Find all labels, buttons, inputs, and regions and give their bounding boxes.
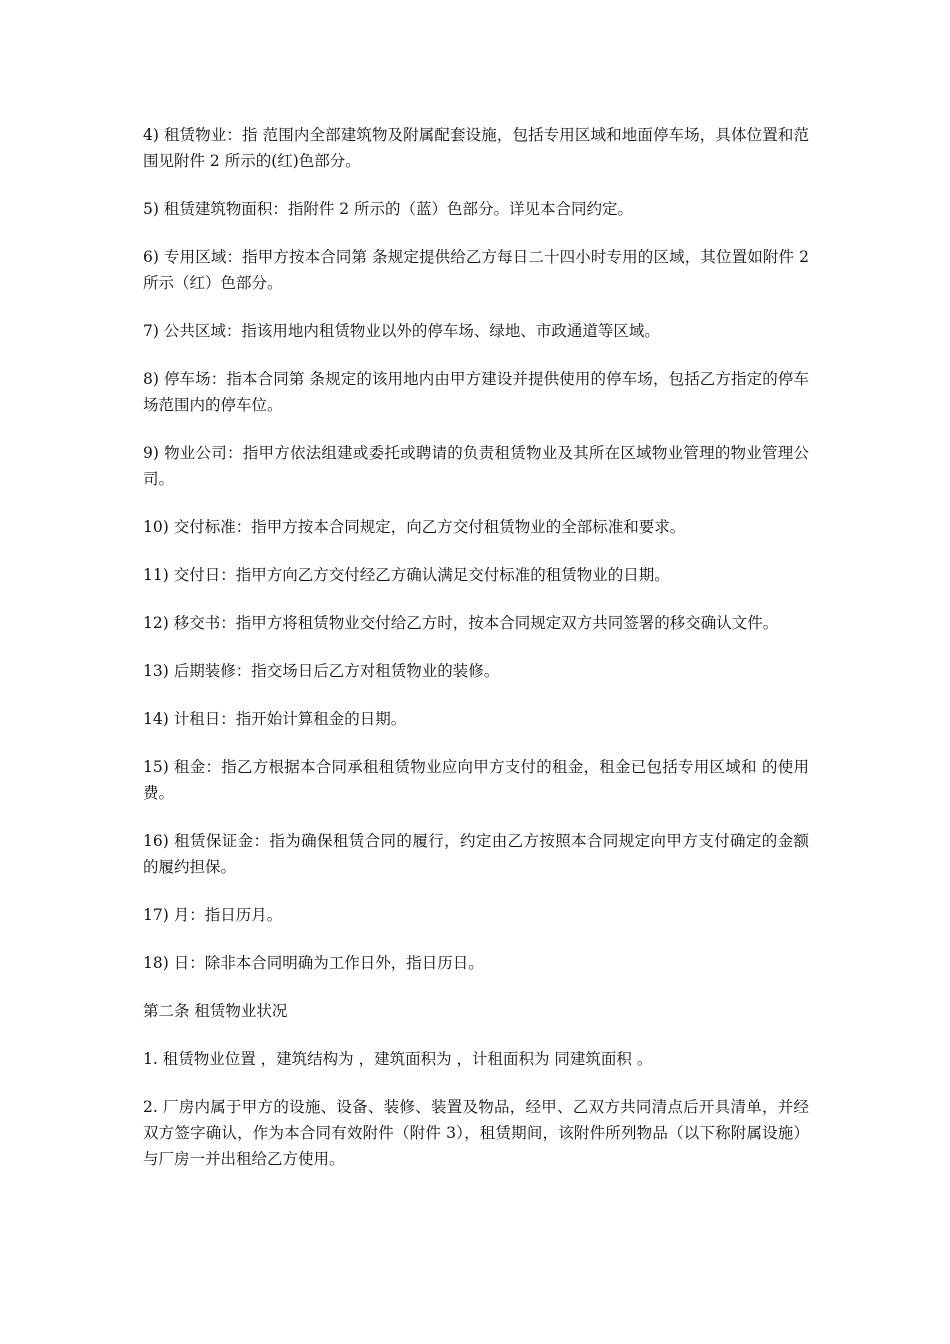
clause-14-rent-start-date: 14) 计租日：指开始计算租金的日期。 bbox=[143, 710, 407, 728]
clause-13-later-decoration: 13) 后期装修：指交场日后乙方对租赁物业的装修。 bbox=[143, 662, 500, 680]
clause-7-public-area: 7) 公共区域：指该用地内租赁物业以外的停车场、绿地、市政通道等区域。 bbox=[143, 322, 660, 340]
article-2-item-2: 2. 厂房内属于甲方的设施、设备、装修、装置及物品，经甲、乙双方共同清点后开具清单，并经双方签字确认，作为本合同有效附件（附件 3），租赁期间，该附件所列物品（以下称附属设施）与厂房一并出租给乙方使用。 bbox=[143, 1098, 809, 1168]
clause-11-delivery-date: 11) 交付日：指甲方向乙方交付经乙方确认满足交付标准的租赁物业的日期。 bbox=[143, 566, 670, 584]
clause-16-deposit: 16) 租赁保证金：指为确保租赁合同的履行，约定由乙方按照本合同规定向甲方支付确定的金额的履约担保。 bbox=[143, 832, 809, 876]
clause-6-exclusive-area: 6) 专用区域：指甲方按本合同第 条规定提供给乙方每日二十四小时专用的区域，其位置如附件 2 所示（红）色部分。 bbox=[143, 248, 809, 292]
clause-10-delivery-standard: 10) 交付标准：指甲方按本合同规定，向乙方交付租赁物业的全部标准和要求。 bbox=[143, 518, 686, 536]
clause-17-month: 17) 月：指日历月。 bbox=[143, 906, 283, 924]
clause-15-rent: 15) 租金：指乙方根据本合同承租租赁物业应向甲方支付的租金，租金已包括专用区域和 的使用费。 bbox=[143, 758, 809, 802]
clause-18-day: 18) 日：除非本合同明确为工作日外，指日历日。 bbox=[143, 954, 484, 972]
article-2-item-1: 1. 租赁物业位置 ，建筑结构为 ，建筑面积为 ，计租面积为 同建筑面积 。 bbox=[143, 1050, 653, 1068]
clause-9-property-company: 9) 物业公司：指甲方依法组建或委托或聘请的负责租赁物业及其所在区域物业管理的物业管理公司。 bbox=[143, 444, 809, 488]
clause-5-building-area: 5) 租赁建筑物面积：指附件 2 所示的（蓝）色部分。详见本合同约定。 bbox=[143, 200, 634, 218]
clause-12-handover-document: 12) 移交书：指甲方将租赁物业交付给乙方时，按本合同规定双方共同签署的移交确认文件。 bbox=[143, 614, 779, 632]
document-body bbox=[143, 122, 809, 1194]
clause-8-parking-lot: 8) 停车场：指本合同第 条规定的该用地内由甲方建设并提供使用的停车场，包括乙方指定的停车场范围内的停车位。 bbox=[143, 370, 809, 414]
clause-4-leased-property: 4) 租赁物业：指 范围内全部建筑物及附属配套设施，包括专用区域和地面停车场，具体位置和范围见附件 2 所示的(红)色部分。 bbox=[143, 126, 809, 170]
article-2-heading: 第二条 租赁物业状况 bbox=[143, 1002, 288, 1020]
